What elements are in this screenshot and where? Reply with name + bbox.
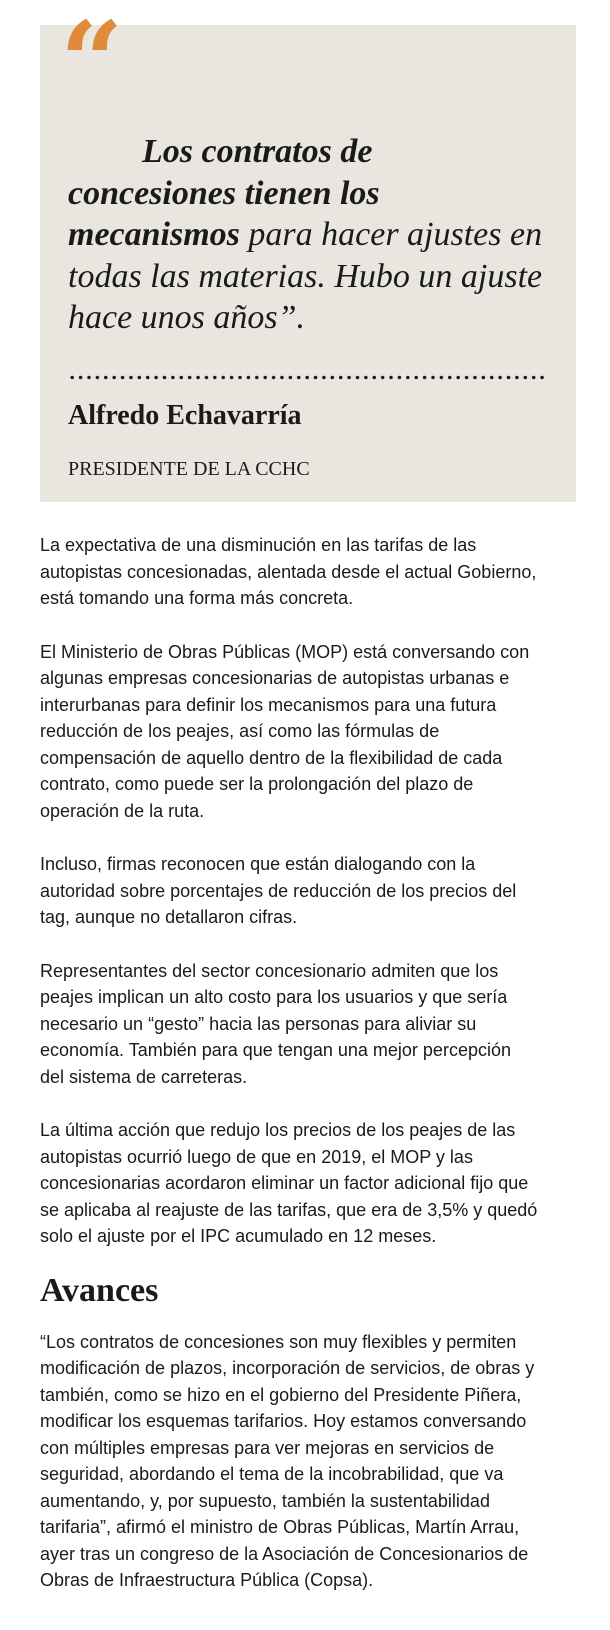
article-paragraph: El Ministerio de Obras Públicas (MOP) está conversando con algunas empresas concesionarias de autopistas urbanas e interurbanas para definir los mecanismos para una futura reducción de los peajes, así como las fórmulas de compensación de aquello dentro de la flexibilidad de cada contrato, como puede ser la prolongación del plazo de operación de la ruta.: [40, 641, 530, 821]
article-paragraph: Representantes del sector concesionario admiten que los peajes implican un alto costo para los usuarios y que sería necesario un “gesto” hacia las personas para aliviar su economía. También para que tengan una mejor percepción del sistema de carreteras.: [40, 960, 511, 1087]
article-body: [40, 532, 580, 1621]
dotted-divider: [68, 375, 548, 380]
quote-author-role: PRESIDENTE DE LA CCHC: [68, 458, 310, 480]
article-paragraph: La expectativa de una disminución en las tarifas de las autopistas concesionadas, alentada desde el actual Gobierno, está tomando una forma más concreta.: [40, 535, 537, 608]
article-paragraph: “Los contratos de concesiones son muy flexibles y permiten modificación de plazos, incorporación de servicios, de obras y también, como se hizo en el gobierno del Presidente Piñera, modificar los esquemas tarifarios. Hoy estamos conversando con múltiples empresas para ver mejoras en servicios de seguridad, abordando el tema de la incobrabilidad, que va aumentando, y, por supuesto, también la sustentabilidad tarifaria”, afirmó el ministro de Obras Públicas, Martín Arrau, ayer tras un congreso de la Asociación de Concesionarios de Obras de Infraestructura Pública (Copsa).: [40, 1331, 535, 1590]
article-paragraph: La última acción que redujo los precios de los peajes de las autopistas ocurrió luego de que en 2019, el MOP y las concesionarias acordaron eliminar un factor adicional fijo que se aplicaba al reajuste de las tarifas, que era de 3,5% y quedó solo el ajuste por el IPC acumulado en 12 meses.: [40, 1120, 538, 1246]
quote-mark-icon: “: [60, 0, 124, 126]
section-heading: Avances: [40, 1271, 159, 1309]
pull-quote-rest-text: para hacer ajustes en todas las materias. Hubo un ajuste hace unos años”.: [68, 216, 543, 336]
quote-author-name: Alfredo Echavarría: [68, 400, 302, 431]
pull-quote-text: [68, 131, 548, 339]
article-paragraph: Incluso, firmas reconocen que están dialogando con la autoridad sobre porcentajes de reducción de los precios del tag, aunque no detallaron cifras.: [40, 854, 517, 927]
pull-quote-box: [40, 0, 576, 502]
pull-quote-bold-text: Los contratos de concesiones tienen los mecanismos: [68, 133, 380, 253]
